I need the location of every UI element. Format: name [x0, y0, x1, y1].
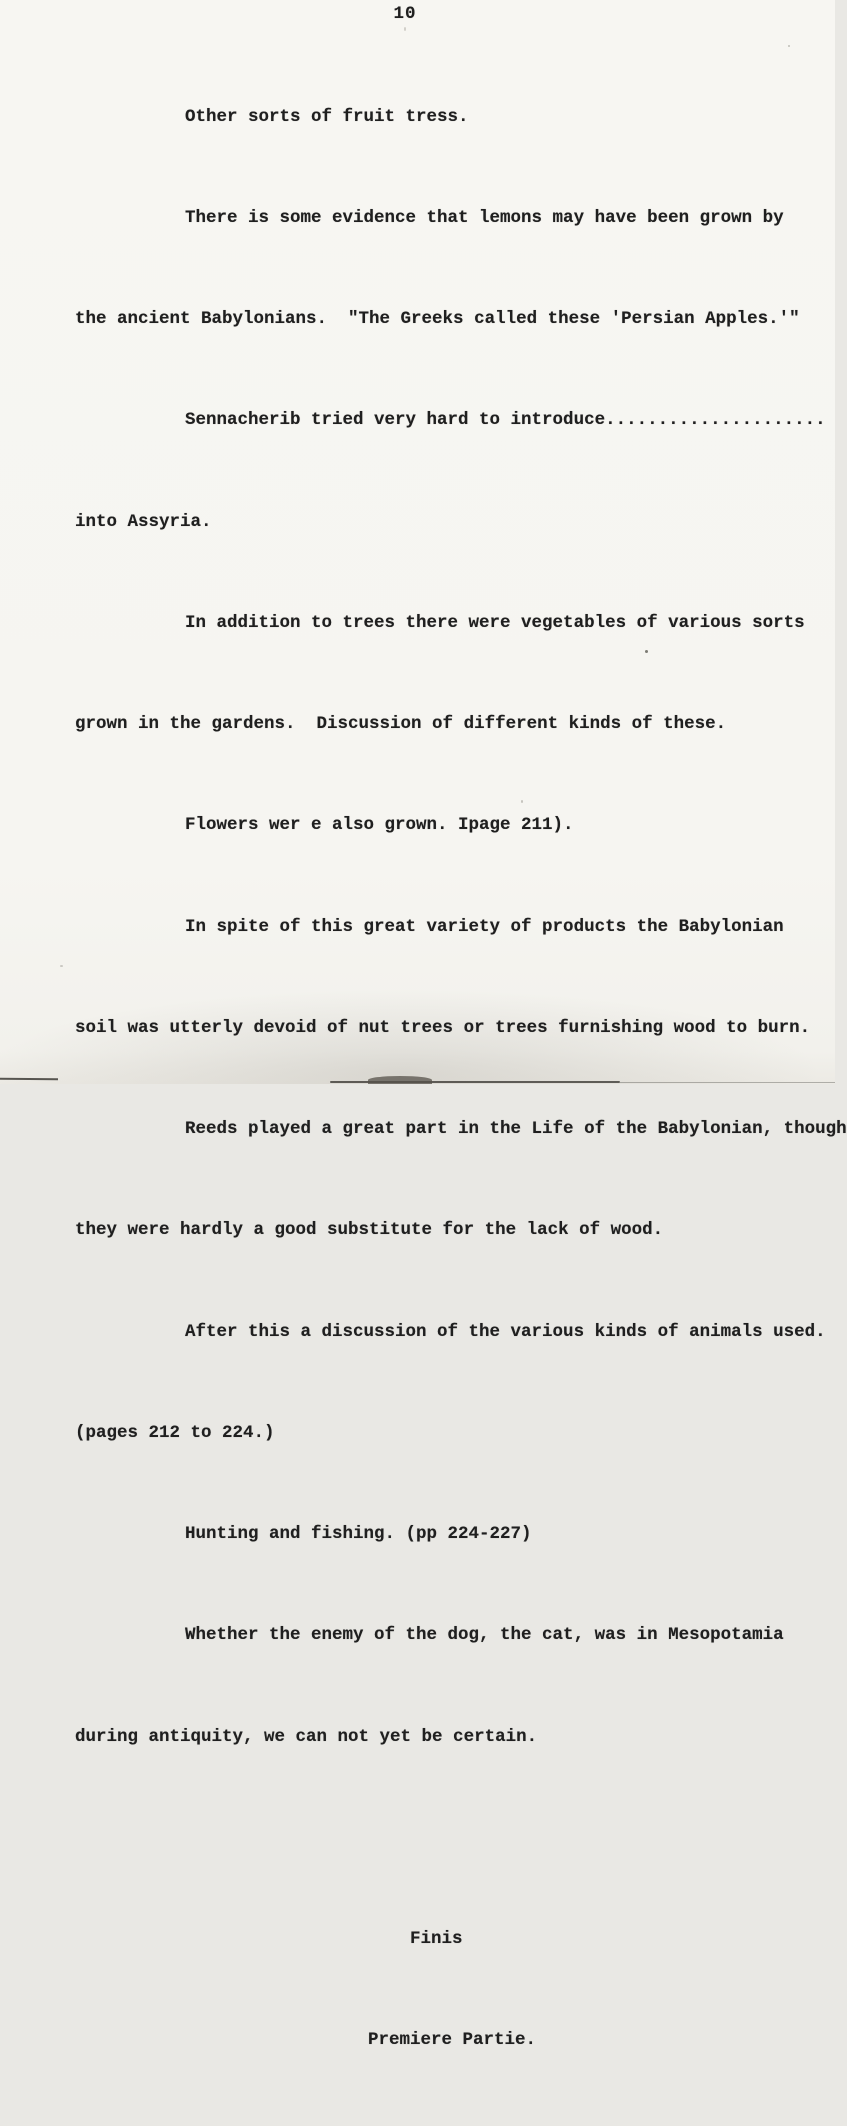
text-line: soil was utterly devoid of nut trees or trees furnishing wood to burn. — [75, 1017, 811, 1038]
text-line: Hunting and fishing. (pp 224-227) — [185, 1524, 532, 1544]
text-line: After this a discussion of the various kinds of animals used. — [185, 1321, 826, 1342]
text-line: Flowers wer e also grown. Ipage 211). — [185, 815, 574, 836]
scan-speck — [521, 800, 523, 803]
text-line: Whether the enemy of the dog, the cat, was in Mesopotamia — [185, 1625, 784, 1646]
blank-line — [75, 1822, 825, 1856]
text-line: In spite of this great variety of products the Babylonian — [185, 916, 784, 937]
text-line: Other sorts of fruit tress. — [185, 106, 469, 127]
text-line: Sennacherib tried very hard to introduce..................... — [185, 410, 826, 431]
text-line: during antiquity, we can not yet be certain. — [75, 1726, 538, 1747]
scan-edge-line — [0, 1078, 58, 1080]
scan-speck — [788, 45, 790, 47]
text-line: grown in the gardens. Discussion of different kinds of these. — [75, 714, 727, 734]
scan-speck — [404, 27, 406, 31]
premiere-partie-label: Premiere Partie. — [368, 2030, 537, 2051]
scan-edge-blob — [368, 1076, 432, 1084]
page-number: 10 — [393, 4, 417, 24]
finis-label: Finis — [410, 1929, 463, 1949]
document-body — [75, 33, 847, 2126]
text-line: In addition to trees there were vegetables of various sorts — [185, 612, 805, 633]
scan-speck — [60, 965, 63, 967]
text-line: Reeds played a great part in the Life of the Babylonian, though — [185, 1119, 847, 1139]
text-line: There is some evidence that lemons may have been grown by — [185, 207, 784, 228]
text-line: into Assyria. — [75, 511, 212, 532]
scan-edge-line — [620, 1082, 835, 1083]
text-line: they were hardly a good substitute for the lack of wood. — [75, 1220, 664, 1241]
text-line: the ancient Babylonians. "The Greeks called these 'Persian Apples.'" — [75, 309, 800, 329]
scan-speck — [645, 650, 648, 653]
text-line: (pages 212 to 224.) — [75, 1422, 275, 1443]
